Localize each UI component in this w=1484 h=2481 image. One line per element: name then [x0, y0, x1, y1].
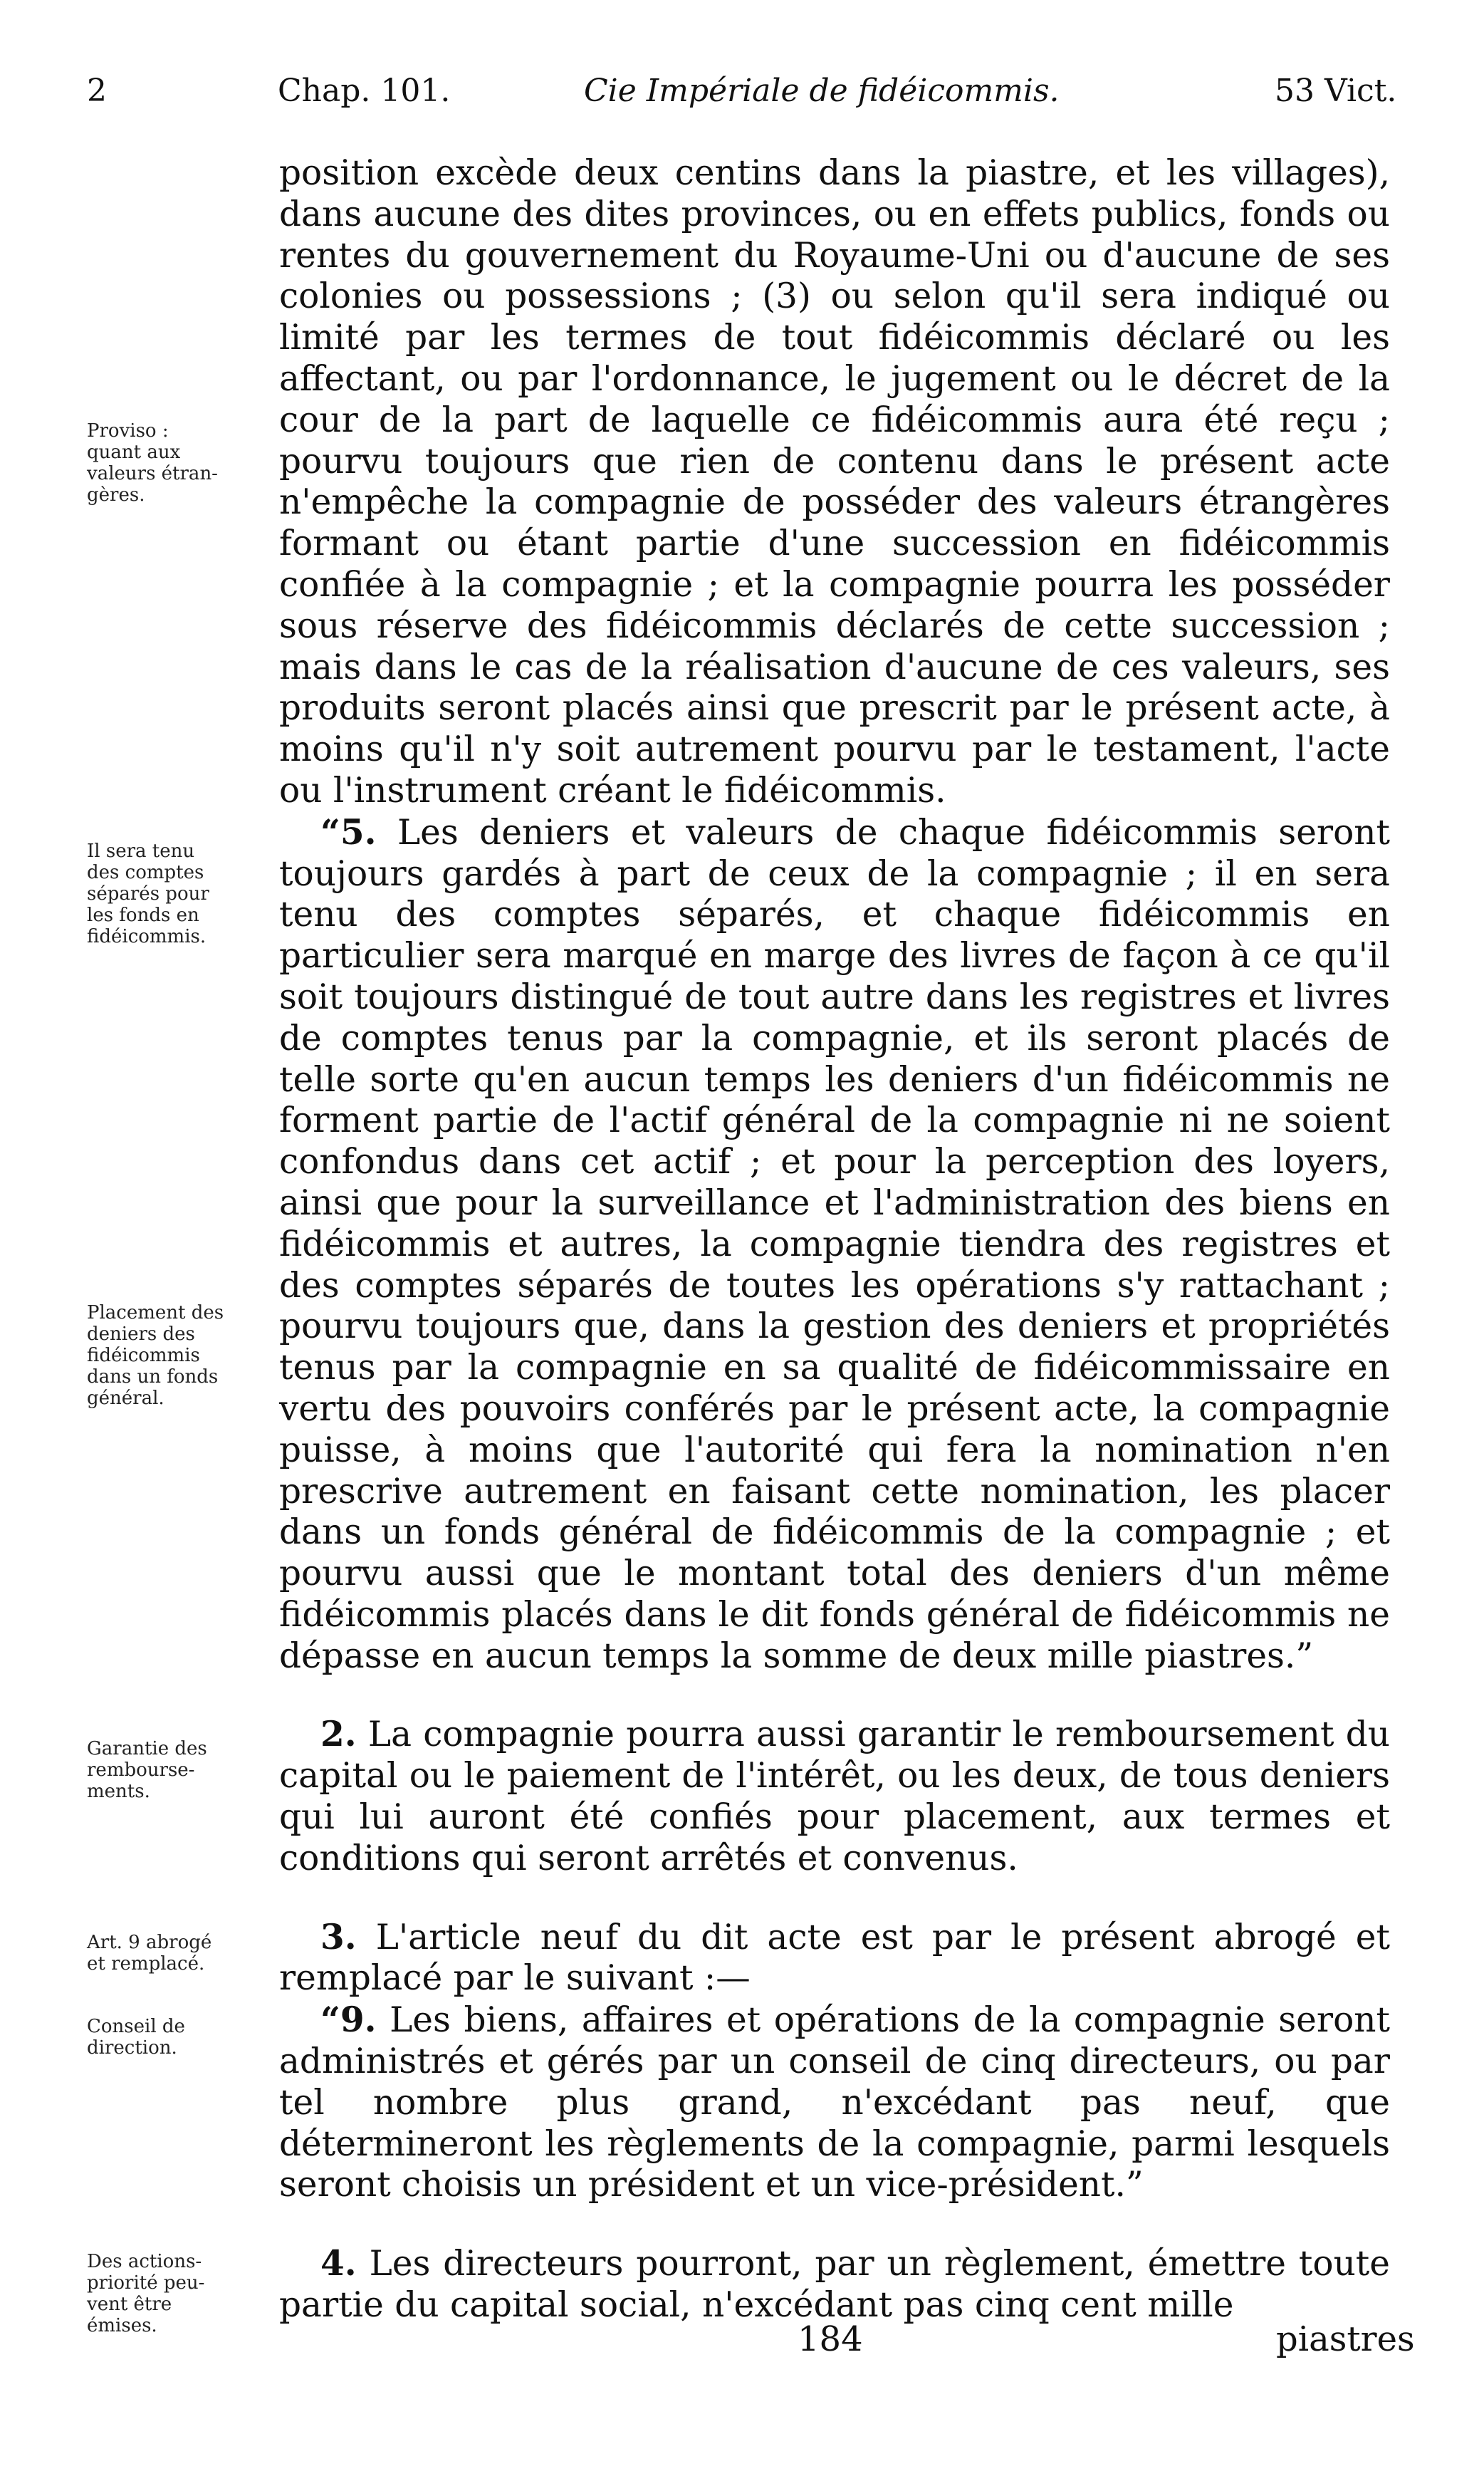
margin-line: fidéicommis.	[87, 926, 207, 947]
margin-line: priorité peu-	[87, 2272, 205, 2294]
margin-note-board	[87, 2016, 272, 2059]
margin-line: ments.	[87, 1781, 150, 1802]
margin-line: fidéicommis	[87, 1345, 200, 1366]
folio-number: 184	[798, 2319, 863, 2359]
margin-line: valeurs étran-	[87, 463, 218, 484]
section-number: 3.	[320, 1916, 357, 1957]
section-text: Les biens, affaires et opérations de la compagnie seront administrés et gérés par un conseil de cinq directeurs, ou par tel nombre plus grand, n'excédant pas neuf, que détermineront les règlements de la compagnie, parmi lesquels seront choisis un président et un vice-président.”	[279, 2000, 1390, 2205]
margin-line: et remplacé.	[87, 1953, 205, 1975]
margin-note-art-9	[87, 1932, 272, 1975]
section-text: Les deniers et valeurs de chaque fidéicommis seront toujours gardés à part de ceux de la compagnie ; il en sera tenu des comptes séparés, et chaque fidéicommis en particulier sera marqué en marge des livres de façon à ce qu'il soit toujours distingué de tout autre dans les registres et livres de comptes tenus par la compagnie, et ils seront placés de telle sorte qu'en aucun temps les deniers d'un fidéicommis ne forment partie de l'actif général de la compagnie ni ne soient confondus dans cet actif ; et pour la perception des loyers, ainsi que pour la surveillance et l'administration des biens en fidéicommis et autres, la compagnie tiendra des registres et des comptes séparés de toutes les opérations s'y rattachant ; pourvu toujours que, dans la gestion des deniers et propriétés tenus par la compagnie en sa qualité de fidéicommissaire en vertu des pouvoirs conférés par le présent acte, la compagnie puisse, à moins que l'autorité qui fera la nomination n'en prescrive autrement en faisant cette nomination, les placer dans un fonds général de fidéicommis de la compagnie ; et pourvu aussi que le montant total des deniers d'un même fidéicommis placés dans le dit fonds général de fidéicommis ne dépasse en aucun temps la somme de deux mille piastres.”	[279, 812, 1391, 1676]
margin-line: les fonds en	[87, 905, 199, 926]
page-number: 2	[87, 73, 107, 109]
margin-line: deniers des	[87, 1323, 195, 1345]
section-text: L'article neuf du dit acte est par le présent abrogé et remplacé par le suivant :—	[279, 1917, 1390, 1999]
margin-line: Garantie des	[87, 1738, 207, 1759]
main-text	[279, 153, 1390, 2326]
margin-line: dans un fonds	[87, 1366, 219, 1388]
section-text: La compagnie pourra aussi garantir le remboursement du capital ou le paiement de l'intérêt, ou les deux, de tous deniers qui lui auront été confiés pour placement, aux termes et conditions qui seront arrêtés et convenus.	[279, 1715, 1390, 1878]
margin-line: Art. 9 abrogé	[87, 1932, 212, 1953]
spacer	[279, 1677, 1390, 1714]
margin-line: direction.	[87, 2037, 177, 2059]
margin-note-guarantee	[87, 1738, 272, 1802]
margin-line: rembourse-	[87, 1759, 195, 1781]
margin-line: quant aux	[87, 442, 181, 463]
margin-note-proviso	[87, 420, 272, 506]
section-3-paragraph	[279, 1917, 1390, 2000]
margin-line: Il sera tenu	[87, 841, 195, 862]
section-number: 2.	[320, 1714, 357, 1755]
section-4-paragraph	[279, 2243, 1390, 2326]
spacer	[279, 2206, 1390, 2243]
chapter-label: Chap. 101.	[278, 73, 451, 109]
margin-line: des comptes	[87, 862, 204, 883]
paragraph-continuation: position excède deux centins dans la piastre, et les villages), dans aucune des dites provinces, ou en effets publics, fonds ou rentes du gouvernement du Royaume-Uni ou d'aucune de ses colonies ou possessions ; (3) ou selon qu'il sera indiqué ou limité par les termes de tout fidéicommis déclaré ou les affectant, ou par l'ordonnance, le jugement ou le décret de la cour de la part de laquelle ce fidéicommis aura été reçu ; pourvu toujours que rien de contenu dans le présent acte n'empêche la compagnie de posséder des valeurs étrangères formant ou étant partie d'une succession en fidéicommis confiée à la compagnie ; et la compagnie pourra les posséder sous réserve des fidéicommis déclarés de cette succession ; mais dans le cas de la réalisation d'aucune de ces valeurs, ses produits seront placés ainsi que prescrit par le présent acte, à moins qu'il n'y soit autrement pourvu par le testament, l'acte ou l'instrument créant le fidéicommis.	[279, 153, 1390, 811]
margin-line: séparés pour	[87, 883, 209, 905]
regnal-year: 53 Vict.	[1275, 73, 1397, 109]
margin-line: gères.	[87, 484, 145, 506]
section-number: “9.	[320, 1999, 377, 2041]
margin-note-separate-accounts	[87, 841, 272, 947]
margin-line: général.	[87, 1388, 164, 1409]
section-number: 4.	[320, 2243, 357, 2284]
section-number: “5.	[320, 811, 377, 853]
margin-note-preferred-shares	[87, 2251, 272, 2336]
margin-line: Placement des	[87, 1302, 224, 1323]
margin-line: émises.	[87, 2315, 157, 2336]
section-9-paragraph	[279, 1999, 1390, 2206]
section-2-paragraph	[279, 1714, 1390, 1879]
margin-line: vent être	[87, 2294, 172, 2315]
catchword: piastres	[1276, 2319, 1415, 2359]
margin-line: Proviso :	[87, 420, 169, 442]
margin-note-general-fund	[87, 1302, 272, 1409]
section-5-paragraph	[279, 812, 1390, 1678]
margin-line: Conseil de	[87, 2016, 185, 2037]
section-text: Les directeurs pourront, par un règlement, émettre toute partie du capital social, n'excédant pas cinq cent mille	[279, 2244, 1391, 2326]
act-title: Cie Impériale de fidéicommis.	[584, 73, 1060, 109]
margin-line: Des actions-	[87, 2251, 202, 2272]
spacer	[279, 1880, 1390, 1917]
